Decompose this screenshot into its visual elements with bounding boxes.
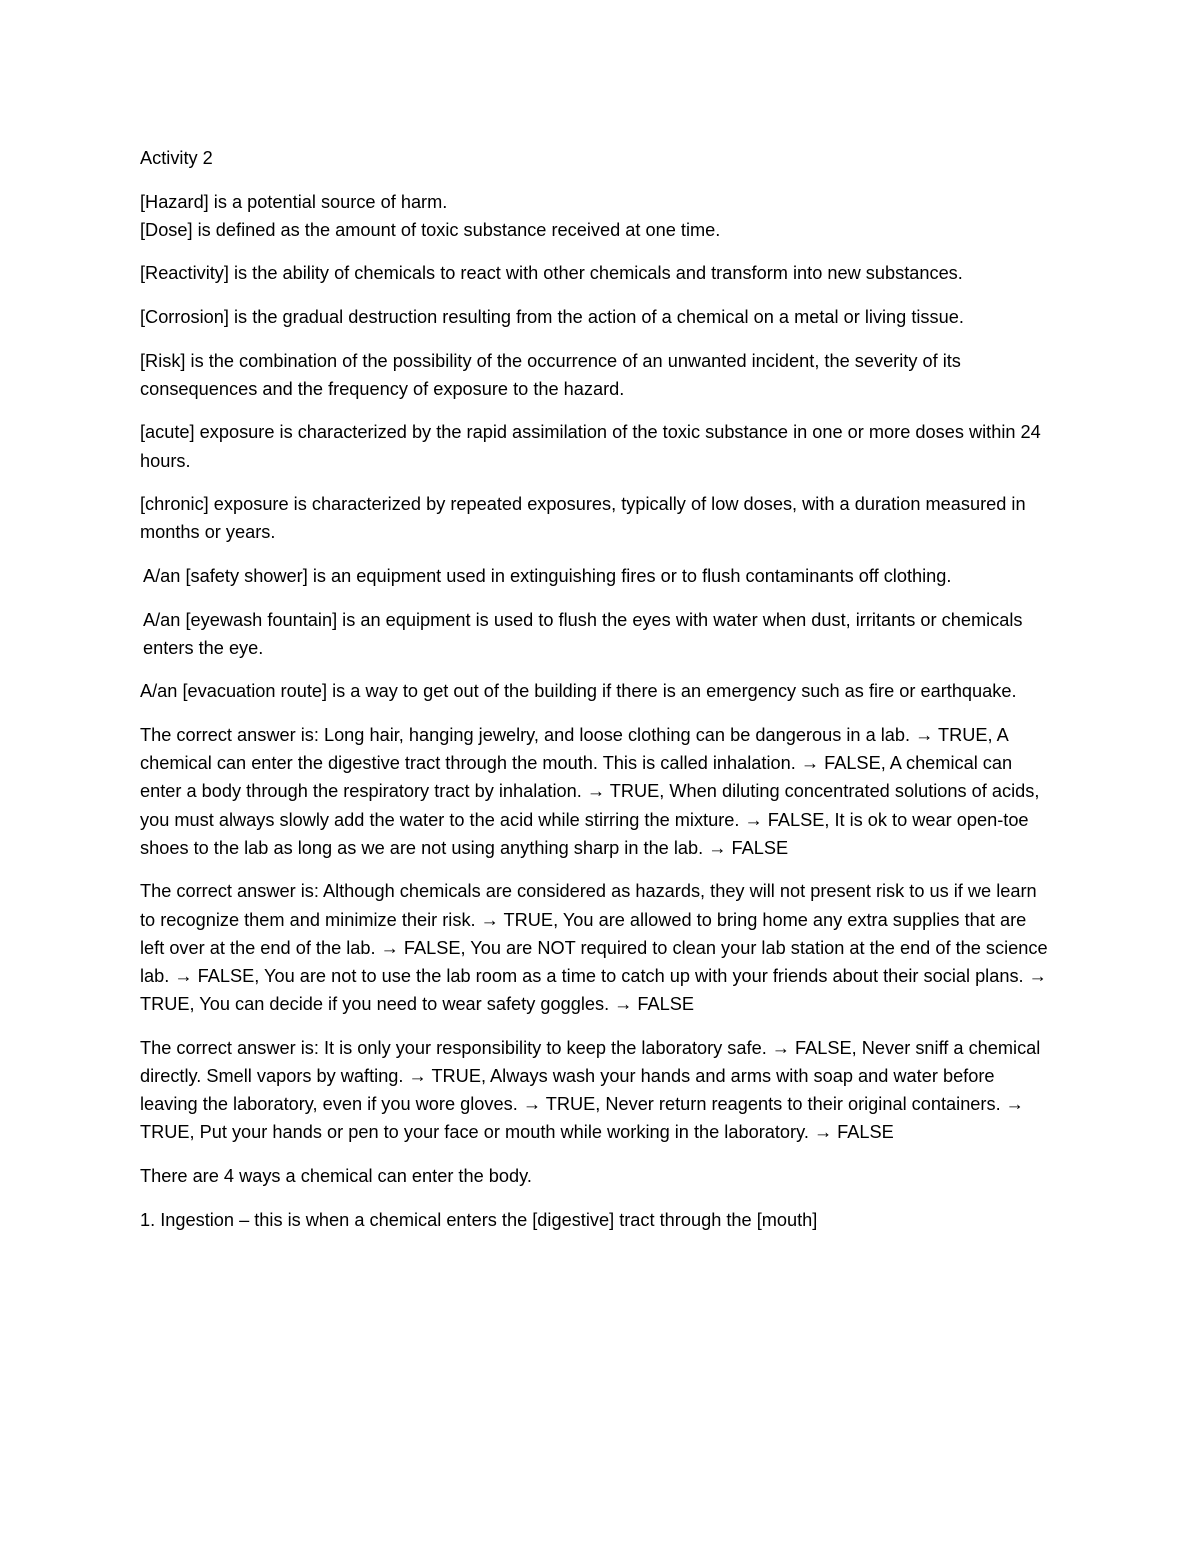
paragraph-eyewash-fountain: A/an [eyewash fountain] is an equipment is used to flush the eyes with water when dust, irritants or chemicals enters the eye. — [143, 609, 1023, 658]
paragraph-ways-intro: There are 4 ways a chemical can enter the body. — [140, 1165, 532, 1186]
paragraph-risk: [Risk] is the combination of the possibility of the occurrence of an unwanted incident, the severity of its consequences and the frequency of exposure to the hazard. — [140, 350, 961, 399]
document-title: Activity 2 — [140, 148, 213, 168]
paragraph-acute: [acute] exposure is characterized by the rapid assimilation of the toxic substance in one or more doses within 24 hours. — [140, 422, 1041, 471]
paragraph-answer-1: The correct answer is: Long hair, hanging jewelry, and loose clothing can be dangerous in a lab. → TRUE, A chemical can enter the digestive tract through the mouth. This is called inhalation. → FALSE, A chemical can enter a body through the respiratory tract by inhalation. → TRUE, When diluting concentrated solutions of acids, you must always slowly add the water to the acid while stirring the mixture. → FALSE, It is ok to wear open-toe shoes to the lab as long as we are not using anything sharp in the lab. → FALSE — [140, 724, 1040, 858]
paragraph-dose: [Dose] is defined as the amount of toxic substance received at one time. — [140, 219, 721, 240]
paragraph-chronic: [chronic] exposure is characterized by repeated exposures, typically of low doses, with a duration measured in months or years. — [140, 494, 1026, 543]
paragraph-ingestion: 1. Ingestion – this is when a chemical enters the [digestive] tract through the [mouth] — [140, 1209, 818, 1230]
paragraph-evacuation-route: A/an [evacuation route] is a way to get out of the building if there is an emergency such as fire or earthquake. — [140, 681, 1017, 702]
paragraph-answer-3: The correct answer is: It is only your responsibility to keep the laboratory safe. → FALSE, Never sniff a chemical directly. Smell vapors by wafting. → TRUE, Always wash your hands and arms with soap and water before leaving the laboratory, even if you wore gloves. → TRUE, Never return reagents to their original containers. → TRUE, Put your hands or pen to your face or mouth while working in the laboratory. → FALSE — [140, 1037, 1041, 1143]
paragraph-corrosion: [Corrosion] is the gradual destruction resulting from the action of a chemical on a metal or living tissue. — [140, 306, 964, 327]
paragraph-answer-2: The correct answer is: Although chemicals are considered as hazards, they will not present risk to us if we learn to recognize them and minimize their risk. → TRUE, You are allowed to bring home any extra supplies that are left over at the end of the lab. → FALSE, You are NOT required to clean your lab station at the end of the science lab. → FALSE, You are not to use the lab room as a time to catch up with your friends about their social plans. → TRUE, You can decide if you need to wear safety goggles. → FALSE — [140, 881, 1048, 1015]
paragraph-hazard: [Hazard] is a potential source of harm. — [140, 191, 448, 212]
paragraph-safety-shower: A/an [safety shower] is an equipment used in extinguishing fires or to flush contaminants off clothing. — [143, 565, 952, 586]
document-page — [140, 144, 1050, 1249]
paragraph-reactivity: [Reactivity] is the ability of chemicals to react with other chemicals and transform into new substances. — [140, 263, 963, 284]
